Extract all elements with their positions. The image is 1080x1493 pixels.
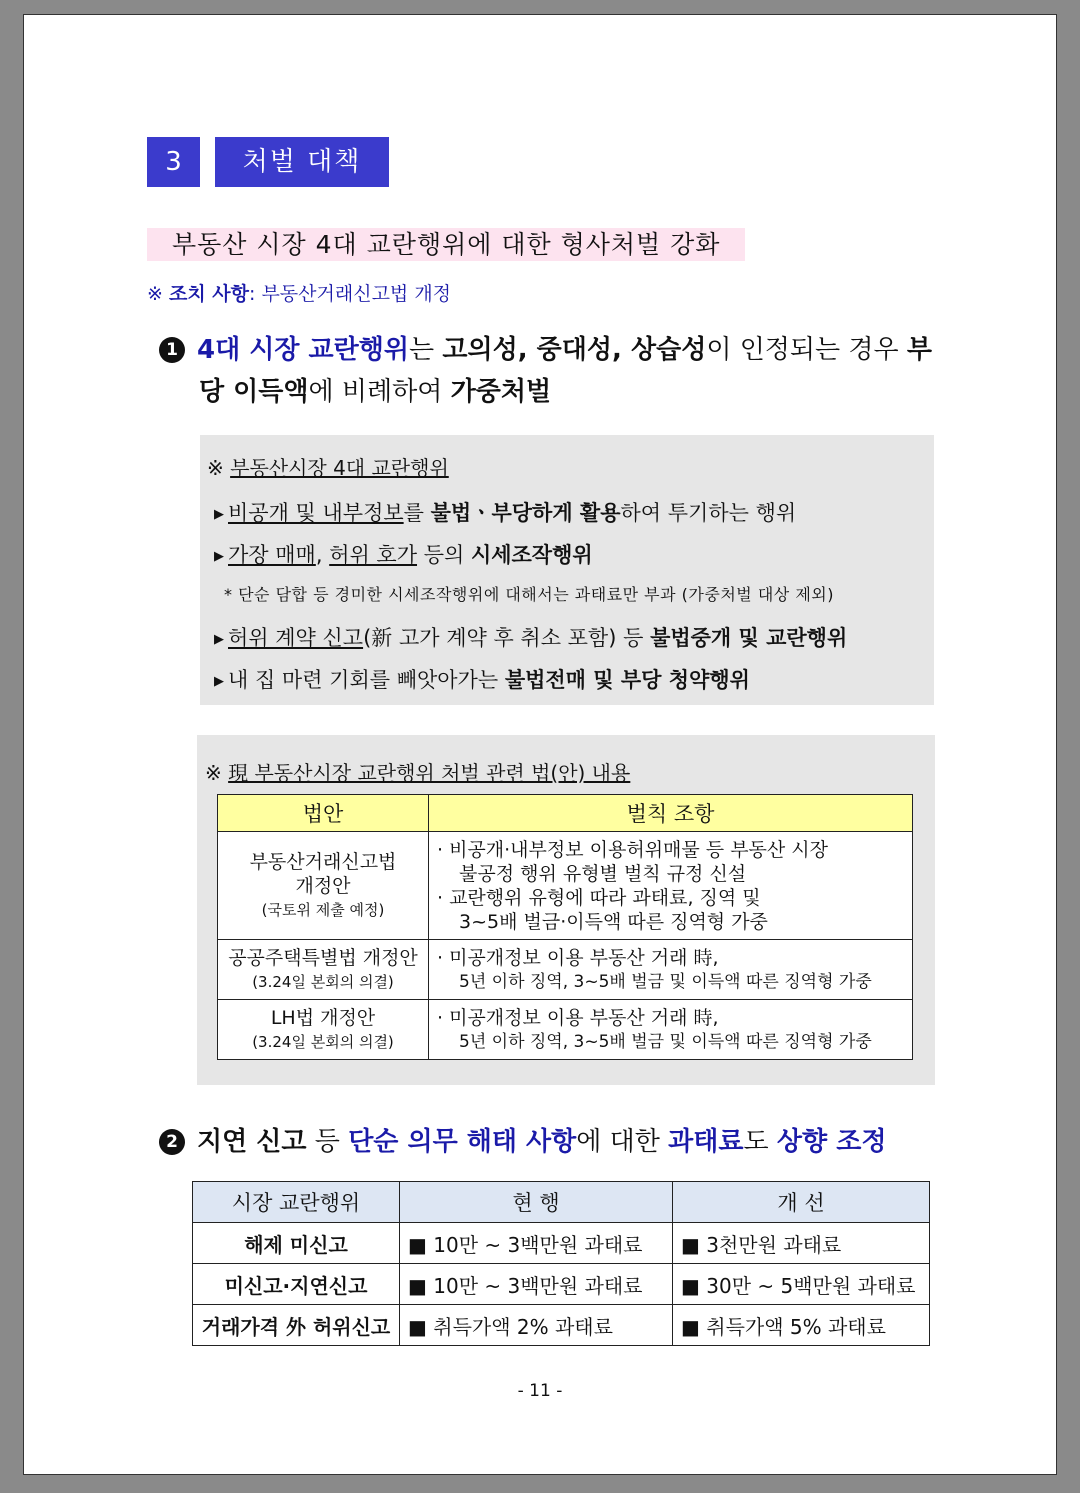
action-note [147, 279, 451, 306]
law-sub: (국토위 제출 예정) [261, 900, 385, 919]
section-title: 처벌 대책 [215, 137, 389, 187]
penalty-line: 5년 이하 징역, 3~5배 벌금 및 이득액 따른 징역형 가중 [459, 971, 872, 992]
box1-footnote: * 단순 담합 등 경미한 시세조작행위에 대해서는 과태료만 부과 (가중처벌 대상 제외) [224, 585, 834, 604]
table-row [193, 1305, 930, 1346]
penalty-cell [429, 940, 913, 1000]
table-cell: ■ 10만 ~ 3백만원 과태료 [400, 1223, 673, 1264]
p1-f: 당 이득액 [199, 377, 309, 407]
table-cell: ■ 3천만원 과태료 [673, 1223, 930, 1264]
table-row [218, 832, 913, 940]
box2-title-text: 現 부동산시장 교란행위 처벌 관련 법(안) 내용 [228, 761, 631, 785]
law-sub: (3.24일 본회의 의결) [252, 972, 394, 991]
b3-t1: (新 고가 계약 후 취소 포함) 등 [363, 626, 651, 650]
penalty-line: 3~5배 벌금·이득액 따른 징역형 가중 [459, 910, 768, 933]
point-1 [159, 329, 939, 413]
table-cell: ■ 취득가액 5% 과태료 [673, 1305, 930, 1346]
p1-d: 이 인정되는 경우 [706, 335, 907, 365]
law-header: 법안 [218, 795, 429, 832]
col-header: 개 선 [673, 1182, 930, 1223]
law-name: LH법 개정안 [270, 1006, 376, 1029]
box1-bullet-3: ▶ 허위 계약 신고(新 고가 계약 후 취소 포함) 등 불법중개 및 교란행위 [214, 626, 848, 650]
penalty-line: · 미공개정보 이용 부동산 거래 時, [437, 946, 719, 969]
fine-table [192, 1181, 930, 1346]
table-cell: ■ 30만 ~ 5백만원 과태료 [673, 1264, 930, 1305]
table-row [218, 940, 913, 1000]
p2-b: 등 [306, 1127, 349, 1157]
p1-b: 는 [409, 335, 443, 365]
circled-number-1: 1 [159, 337, 185, 363]
box1-bullet-2: ▶ 가장 매매, 허위 호가 등의 시세조작행위 [214, 543, 593, 567]
box1-bullet-4: ▶ 내 집 마련 기회를 빼앗아가는 불법전매 및 부당 청약행위 [214, 668, 750, 692]
penalty-line: 불공정 행위 유형별 벌칙 규정 신설 [459, 862, 747, 885]
p2-e: 과태료 [668, 1127, 744, 1157]
law-name: 공공주택특별법 개정안 [228, 946, 418, 969]
p1-e: 부 [906, 335, 933, 365]
b2-u1: 가장 매매 [228, 543, 316, 567]
b3-bold: 불법중개 및 교란행위 [650, 626, 848, 650]
penalty-header: 벌칙 조항 [429, 795, 913, 832]
law-name: 부동산거래신고법 [249, 850, 397, 873]
b2-t2: 등의 [417, 543, 471, 567]
col-header: 시장 교란행위 [193, 1182, 400, 1223]
law-cell [218, 1000, 429, 1060]
p1-c: 고의성, 중대성, 상습성 [442, 335, 707, 365]
box1-bullet-1: ▶ 비공개 및 내부정보를 불법ㆍ부당하게 활용하여 투기하는 행위 [214, 501, 797, 525]
point-2 [159, 1121, 939, 1163]
box1-title: ※ 부동산시장 4대 교란행위 [207, 456, 449, 480]
box2-title: ※ 現 부동산시장 교란행위 처벌 관련 법(안) 내용 [205, 761, 631, 785]
table-cell: 해제 미신고 [193, 1223, 400, 1264]
fine-table-header [193, 1182, 930, 1223]
law-table [217, 794, 913, 1060]
p2-c: 단순 의무 해태 사항 [348, 1127, 577, 1157]
law-table-header [218, 795, 913, 832]
b2-u2: 허위 호가 [329, 543, 418, 567]
b1-t1: 를 [403, 501, 431, 525]
law-name-2: 개정안 [295, 874, 351, 897]
b2-bold: 시세조작행위 [470, 543, 593, 567]
b1-u: 비공개 및 내부정보 [228, 501, 404, 525]
col-header: 현 행 [400, 1182, 673, 1223]
table-cell: 미신고·지연신고 [193, 1264, 400, 1305]
b4-bold: 불법전매 및 부당 청약행위 [504, 668, 750, 692]
table-cell: ■ 10만 ~ 3백만원 과태료 [400, 1264, 673, 1305]
p2-a: 지연 신고 [197, 1127, 307, 1157]
page-number: - 11 - [517, 1381, 563, 1401]
law-cell [218, 940, 429, 1000]
penalty-cell [429, 832, 913, 940]
b1-bold: 불법ㆍ부당하게 활용 [430, 501, 621, 525]
penalty-line: · 교란행위 유형에 따라 과태료, 징역 및 [437, 886, 761, 909]
note-label: 조치 사항 [168, 283, 249, 305]
table-row [218, 1000, 913, 1060]
law-sub: (3.24일 본회의 의결) [252, 1032, 394, 1051]
box1-title-text: 부동산시장 4대 교란행위 [230, 456, 449, 480]
subheading: 부동산 시장 4대 교란행위에 대한 형사처벌 강화 [147, 228, 745, 261]
p1-g: 에 비례하여 [308, 377, 451, 407]
p2-g: 상향 조정 [776, 1127, 887, 1157]
b3-u: 허위 계약 신고 [228, 626, 364, 650]
law-cell [218, 832, 429, 940]
b2-t1: , [315, 543, 330, 567]
note-text: : 부동산거래신고법 개정 [249, 283, 452, 305]
penalty-line: 5년 이하 징역, 3~5배 벌금 및 이득액 따른 징역형 가중 [459, 1031, 872, 1052]
b4-t1: 내 집 마련 기회를 빼앗아가는 [228, 668, 505, 692]
note-prefix: ※ [147, 283, 169, 305]
penalty-cell [429, 1000, 913, 1060]
penalty-line: · 미공개정보 이용 부동산 거래 時, [437, 1006, 719, 1029]
p1-a: 4대 시장 교란행위 [197, 335, 410, 365]
p2-f: 도 [743, 1127, 777, 1157]
table-cell: 거래가격 外 허위신고 [193, 1305, 400, 1346]
document-page [23, 14, 1057, 1475]
circled-number-2: 2 [159, 1129, 185, 1155]
b1-t2: 하여 투기하는 행위 [620, 501, 797, 525]
table-cell: ■ 취득가액 2% 과태료 [400, 1305, 673, 1346]
section-number: 3 [147, 137, 200, 187]
p1-h: 가중처벌 [450, 377, 552, 407]
table-row [193, 1264, 930, 1305]
p2-d: 에 대한 [576, 1127, 669, 1157]
table-row [193, 1223, 930, 1264]
penalty-line: · 비공개·내부정보 이용허위매물 등 부동산 시장 [437, 838, 829, 861]
